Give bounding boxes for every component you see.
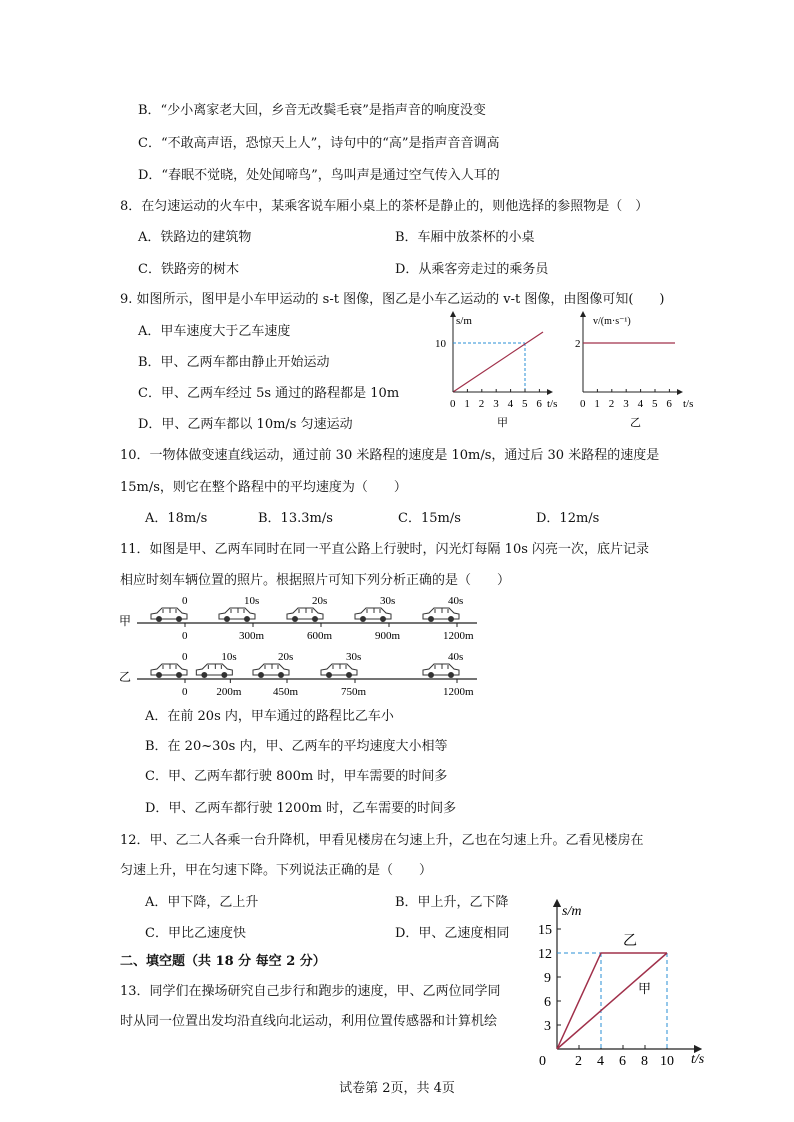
yi-time-label: 30s <box>346 651 362 663</box>
jia-time-label: 30s <box>380 595 396 607</box>
q9-option-d: D．甲、乙两车都以 10m/s 匀速运动 <box>138 417 353 432</box>
yi-car <box>423 664 459 678</box>
jia-distance-label: 900m <box>375 630 401 642</box>
jia-car <box>423 608 459 622</box>
yi-ytick-2: 2 <box>575 338 581 350</box>
jia-time-label: 0 <box>182 595 188 607</box>
jia-time-label: 40s <box>448 595 464 607</box>
yi-xtick-label: 0 <box>580 398 586 410</box>
q9-graph-yi <box>567 308 707 433</box>
q12-stem-line2: 匀速上升，甲在匀速下降。下列说法正确的是（ ） <box>120 863 433 878</box>
jia-xtick-label: 4 <box>507 398 514 410</box>
q13-ytick-label: 9 <box>544 971 551 986</box>
q12-option-d: D．甲、乙速度相同 <box>395 926 510 941</box>
q11-stem-line2: 相应时刻车辆位置的照片。根据照片可知下列分析正确的是（ ） <box>120 573 511 588</box>
q11-option-d: D．甲、乙两车都行驶 1200m 时，乙车需要的时间多 <box>145 801 457 816</box>
q13-ytick-label: 12 <box>538 947 552 962</box>
q10-option-d: D．12m/s <box>536 511 600 526</box>
yi-caption: 乙 <box>630 417 641 429</box>
q10-stem-line1: 10．一物体做变速直线运动，通过前 30 米路程的速度是 10m/s，通过后 30 米路程的速度是 <box>120 448 660 463</box>
q9-option-a: A．甲车速度大于乙车速度 <box>138 324 291 339</box>
yi-time-label: 10s <box>221 651 237 663</box>
q13-ytick-label: 15 <box>538 923 552 938</box>
yi-xtick-label: 2 <box>608 398 615 410</box>
jia-xlabel: t/s <box>547 398 558 410</box>
track-label-jia: 甲 <box>119 614 132 628</box>
q13-ytick-label: 6 <box>544 995 551 1010</box>
q8-stem: 8．在匀速运动的火车中，某乘客说车厢小桌上的茶杯是静止的，则他选择的参照物是（ ） <box>120 199 649 214</box>
jia-distance-label: 1200m <box>443 630 474 642</box>
q7-option-b: B．“少小离家老大回，乡音无改鬓毛衰”是指声音的响度没变 <box>138 103 486 118</box>
q13-xlabel: t/s <box>691 1052 705 1067</box>
jia-xtick-label: 0 <box>450 398 456 410</box>
q10-option-c: C．15m/s <box>398 511 461 526</box>
q13-xtick-label: 2 <box>575 1054 582 1068</box>
jia-xtick-label: 1 <box>464 398 470 410</box>
q13-graph <box>535 893 720 1068</box>
jia-time-label: 20s <box>312 595 328 607</box>
jia-car <box>355 608 391 622</box>
yi-distance-label: 0 <box>182 686 188 698</box>
jia-ytick-10: 10 <box>435 338 446 350</box>
jia-xtick-label: 3 <box>493 398 499 410</box>
q8-option-c: C．铁路旁的树木 <box>138 262 239 277</box>
yi-xtick-label: 4 <box>637 398 644 410</box>
yi-distance-label: 450m <box>273 686 299 698</box>
yi-xtick-label: 6 <box>666 398 672 410</box>
jia-xtick-label: 6 <box>536 398 542 410</box>
yi-xlabel: t/s <box>683 398 694 410</box>
q13-ytick-label: 3 <box>544 1019 551 1034</box>
jia-caption: 甲 <box>497 417 508 429</box>
q12-stem-line1: 12．甲、乙二人各乘一台升降机，甲看见楼房在匀速上升，乙也在匀速上升。乙看见楼房在 <box>120 833 644 848</box>
q13-label-yi: 乙 <box>623 934 637 949</box>
yi-time-label: 40s <box>448 651 464 663</box>
q10-option-b: B．13.3m/s <box>258 511 333 526</box>
jia-line <box>453 332 543 392</box>
q8-option-b: B．车厢中放茶杯的小桌 <box>395 230 535 245</box>
jia-distance-label: 300m <box>239 630 265 642</box>
jia-car <box>219 608 255 622</box>
yi-xtick-label: 5 <box>652 398 658 410</box>
q7-option-c: C．“不敢高声语，恐惊天上人”，诗句中的“高”是指声音音调高 <box>138 136 500 151</box>
q12-option-b: B．甲上升，乙下降 <box>395 895 509 910</box>
q13-xtick-label: 10 <box>660 1054 674 1068</box>
q9-option-b: B．甲、乙两车都由静止开始运动 <box>138 355 330 370</box>
q12-option-a: A．甲下降，乙上升 <box>145 895 259 910</box>
jia-distance-label: 600m <box>307 630 333 642</box>
q8-option-a: A．铁路边的建筑物 <box>138 230 252 245</box>
yi-distance-label: 750m <box>341 686 367 698</box>
track-label-yi: 乙 <box>119 670 132 684</box>
yi-distance-label: 1200m <box>443 686 474 698</box>
jia-xtick-label: 2 <box>478 398 485 410</box>
q13-xtick-label: 0 <box>539 1054 546 1068</box>
q11-stem-line1: 11．如图是甲、乙两车同时在同一平直公路上行驶时，闪光灯每隔 10s 闪亮一次，底片记录 <box>120 542 650 557</box>
yi-distance-label: 200m <box>216 686 242 698</box>
q13-xtick-label: 8 <box>641 1054 648 1068</box>
yi-xtick-label: 1 <box>594 398 600 410</box>
q13-line2: 时从同一位置出发均沿直线向北运动，利用位置传感器和计算机绘 <box>120 1014 498 1029</box>
q13-line-jia <box>557 953 667 1049</box>
q9-stem: 9. 如图所示，图甲是小车甲运动的 s-t 图像，图乙是小车乙运动的 v-t 图像，由图像可知( ) <box>120 292 665 307</box>
q9-graph-jia <box>425 308 565 433</box>
q10-stem-line2: 15m/s，则它在整个路程中的平均速度为（ ） <box>120 480 407 495</box>
yi-xtick-label: 3 <box>623 398 629 410</box>
q12-option-c: C．甲比乙速度快 <box>145 926 246 941</box>
yi-car <box>253 664 289 678</box>
yi-car <box>321 664 357 678</box>
q10-option-a: A．18m/s <box>145 511 208 526</box>
q9-option-c: C．甲、乙两车经过 5s 通过的路程都是 10m <box>138 386 400 401</box>
q11-option-a: A．在前 20s 内，甲车通过的路程比乙车小 <box>145 709 394 724</box>
q13-label-jia: 甲 <box>638 981 652 996</box>
q13-line1: 13．同学们在操场研究自己步行和跑步的速度，甲、乙两位同学同 <box>120 984 501 999</box>
q13-xtick-label: 6 <box>619 1054 626 1068</box>
jia-xtick-label: 5 <box>522 398 528 410</box>
section-fill-in-title: 二、填空题（共 18 分 每空 2 分） <box>120 954 326 969</box>
page-footer: 试卷第 2页，共 4页 <box>339 1081 455 1096</box>
q11-option-b: B．在 20~30s 内，甲、乙两车的平均速度大小相等 <box>145 739 448 754</box>
yi-ylabel: v/(m·s⁻¹) <box>593 316 631 327</box>
q11-option-c: C．甲、乙两车都行驶 800m 时，甲车需要的时间多 <box>145 769 448 784</box>
jia-distance-label: 0 <box>182 630 188 642</box>
q13-ylabel: s/m <box>562 904 582 919</box>
yi-car <box>151 664 187 678</box>
yi-time-label: 0 <box>182 651 188 663</box>
yi-time-label: 20s <box>278 651 294 663</box>
q8-option-d: D．从乘客旁走过的乘务员 <box>395 262 549 277</box>
jia-time-label: 10s <box>244 595 260 607</box>
q13-xtick-label: 4 <box>597 1054 604 1068</box>
q11-photo-diagram <box>115 592 485 702</box>
q7-option-d: D．“春眠不觉晓，处处闻啼鸟”，鸟叫声是通过空气传入人耳的 <box>138 168 500 183</box>
jia-car <box>151 608 187 622</box>
jia-car <box>287 608 323 622</box>
jia-ylabel: s/m <box>456 315 472 327</box>
yi-car <box>196 664 232 678</box>
